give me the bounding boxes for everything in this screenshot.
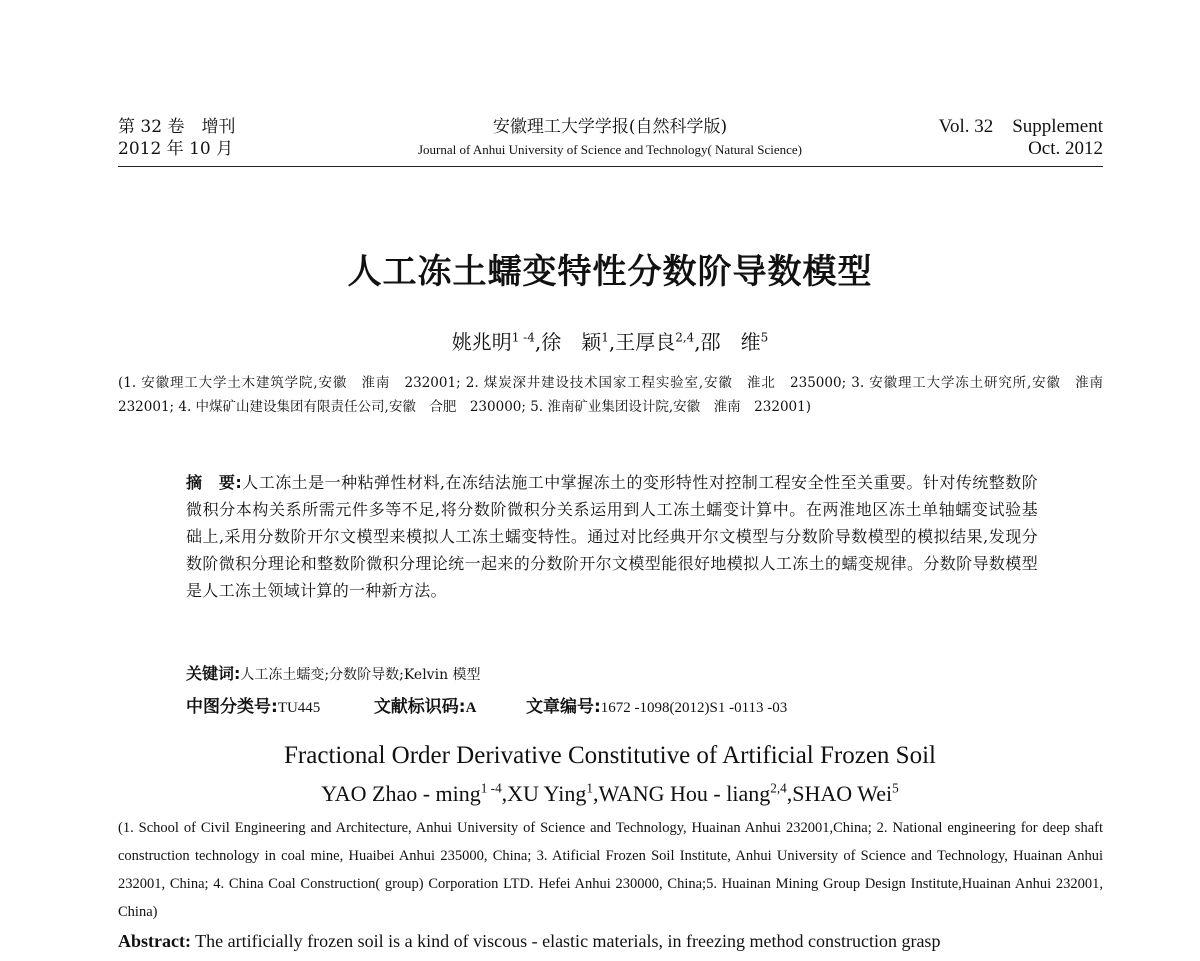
author-en: WANG Hou - liang — [598, 781, 771, 806]
author-affil-en: 1 -4 — [480, 780, 502, 796]
abstract-cn-label: 摘 要: — [186, 473, 243, 492]
article-number-label: 文章编号: — [525, 697, 601, 717]
author-en: YAO Zhao - ming — [321, 781, 481, 806]
article-number-value: 1672 -1098(2012)S1 -0113 -03 — [600, 700, 788, 716]
journal-title-en: Journal of Anhui University of Science and Technology( Natural Science) — [417, 142, 803, 157]
keywords-label: 关键词: — [186, 664, 241, 683]
volume-issue-cn: 第 32 卷 增刊 — [118, 117, 236, 137]
journal-title-cn: 安徽理工大学学报(自然科学版) — [492, 117, 728, 137]
author-list-en: YAO Zhao - ming$^{1 -4}$,XU Ying$^1$,WANG Hou - liang$^{2,4}$,SHAO Wei$^5$ — [321, 780, 899, 806]
abstract-en-text: The artificially frozen soil is a kind of viscous - elastic materials, in freezing method construction grasp — [195, 931, 941, 951]
keywords — [186, 661, 481, 684]
clc-label: 中图分类号: — [186, 697, 278, 717]
volume-issue-en: Vol. 32 Supplement — [938, 116, 1103, 137]
author-cn: 姚兆明 — [451, 330, 512, 354]
author-en: XU Ying — [507, 781, 587, 806]
author-affil-cn: 1 — [601, 330, 609, 345]
author-affil-cn: 1 -4 — [511, 330, 535, 345]
abstract-cn-text: 人工冻土是一种粘弹性材料,在冻结法施工中掌握冻土的变形特性对控制工程安全性至关重要。针对传统整数阶微积分本构关系所需元件多等不足,将分数阶微积分关系运用到人工冻土蠕变计算中。在两淮地区冻土单轴蠕变试验基础上,采用分数阶开尔文模型来模拟人工冻土蠕变特性。通过对比经典开尔文模型与分数阶导数模型的模拟结果,发现分数阶微积分理论和整数阶微积分理论统一起来的分数阶开尔文模型能很好地模拟人工冻土的蠕变规律。分数阶导数模型是人工冻土领域计算的一种新方法。 — [186, 473, 1038, 600]
paper-title-cn: 人工冻土蠕变特性分数阶导数模型 — [347, 252, 873, 292]
paper-title-en: Fractional Order Derivative Constitutive of Artificial Frozen Soil — [284, 742, 936, 769]
author-cn: 王厚良 — [615, 330, 676, 354]
author-affil-en: 1 — [586, 780, 594, 796]
doc-code-value: A — [465, 700, 477, 716]
abstract-en-label: Abstract: — [118, 931, 191, 951]
affiliations-cn: (1. 安徽理工大学土木建筑学院,安徽 淮南 232001; 2. 煤炭深井建设技术国家工程实验室,安徽 淮北 235000; 3. 安徽理工大学冻土研究所,安徽 淮南 232001; 4. 中煤矿山建设集团有限责任公司,安徽 合肥 230000; 5. 淮南矿业集团设计院,安徽 淮南 232001) — [118, 375, 1117, 415]
header-rule — [118, 166, 1103, 167]
keywords-text: 人工冻土蠕变;分数阶导数;Kelvin 模型 — [240, 667, 481, 683]
author-affil-en: 2,4 — [770, 780, 787, 796]
classification-line — [186, 692, 787, 717]
abstract-en — [118, 931, 940, 952]
author-affil-en: 5 — [892, 780, 899, 796]
doc-code-label: 文献标识码: — [373, 697, 466, 717]
date-en: Oct. 2012 — [1028, 138, 1103, 159]
date-cn: 2012 年 10 月 — [118, 139, 234, 159]
clc-value: TU445 — [277, 700, 321, 716]
author-en: SHAO Wei — [792, 781, 893, 806]
author-affil-cn: 5 — [760, 330, 769, 345]
author-affil-cn: 2,4 — [675, 330, 695, 345]
affiliations-en: (1. School of Civil Engineering and Architecture, Anhui University of Science and Technology, Huainan Anhui 232001,China; 2. National engineering for deep shaft construction technology in coal mine, Huaibei Anhui 235000, China; 3. Atificial Frozen Soil Institute, Anhui University of Science and Technology, Huainan Anhui 232001, China; 4. China Coal Construction( group) Corporation LTD. Hefei Anhui 230000, China;5. Huainan Mining Group Design Institute,Huainan Anhui 232001, China) — [118, 820, 1103, 920]
author-list-cn: 姚兆明$^{1 -4}$,徐 颖$^1$,王厚良$^{2,4}$,邵 维$^5$ — [451, 330, 769, 354]
author-cn: 邵 维 — [700, 330, 761, 354]
author-cn: 徐 颖 — [541, 330, 602, 354]
abstract-cn — [186, 469, 1038, 604]
